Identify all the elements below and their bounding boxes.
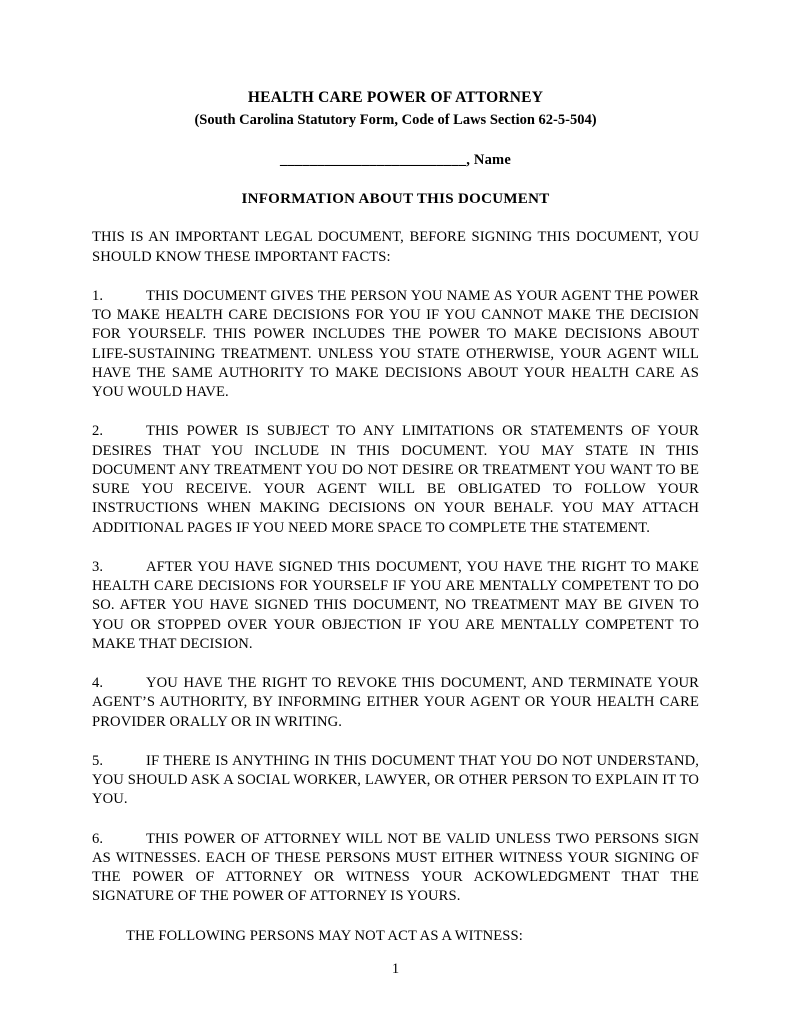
numbered-item-5 <box>92 752 699 810</box>
item-text-6: THIS POWER OF ATTORNEY WILL NOT BE VALID UNLESS TWO PERSONS SIGN AS WITNESSES. EACH OF THESE PERSONS MUST EITHER WITNESS YOUR SIGNING OF THE POWER OF ATTORNEY OR WITNESS YOUR ACKOWLEDGMENT THAT THE SIGNATURE OF THE POWER OF ATTORNEY IS YOURS. <box>92 830 699 905</box>
item-number-5: 5. <box>92 752 104 769</box>
numbered-item-2 <box>92 422 699 538</box>
name-signature-line: _________________________, Name <box>280 152 511 169</box>
item-text-3: AFTER YOU HAVE SIGNED THIS DOCUMENT, YOU HAVE THE RIGHT TO MAKE HEALTH CARE DECISIONS FOR YOURSELF IF YOU ARE MENTALLY COMPETENT TO DO SO. AFTER YOU HAVE SIGNED THIS DOCUMENT, NO TREATMENT MAY BE GIVEN TO YOU OR STOPPED OVER YOUR OBJECTION IF YOU ARE MENTALLY COMPETENT TO MAKE THAT DECISION. <box>92 558 699 652</box>
item-text-5: IF THERE IS ANYTHING IN THIS DOCUMENT THAT YOU DO NOT UNDERSTAND, YOU SHOULD ASK A SOCIAL WORKER, LAWYER, OR OTHER PERSON TO EXPLAIN IT TO YOU. <box>92 752 699 808</box>
title-block <box>92 88 699 130</box>
item-number-3: 3. <box>92 558 104 575</box>
item-text-1: THIS DOCUMENT GIVES THE PERSON YOU NAME AS YOUR AGENT THE POWER TO MAKE HEALTH CARE DECISIONS FOR YOU IF YOU CANNOT MAKE THE DECISION FOR YOURSELF. THIS POWER INCLUDES THE POWER TO MAKE DECISIONS ABOUT LIFE-SUSTAINING TREATMENT. UNLESS YOU STATE OTHERWISE, YOUR AGENT WILL HAVE THE SAME AUTHORITY TO MAKE DECISIONS ABOUT YOUR HEALTH CARE AS YOU WOULD HAVE. <box>92 287 699 401</box>
item-number-4: 4. <box>92 675 104 692</box>
page-subtitle: (South Carolina Statutory Form, Code of Laws Section 62-5-504) <box>194 111 597 128</box>
page-number: 1 <box>391 961 400 977</box>
item-number-2: 2. <box>92 423 104 440</box>
numbered-item-6 <box>92 830 699 907</box>
item-number-6: 6. <box>92 830 104 847</box>
numbered-item-1 <box>92 287 699 403</box>
item-number-1: 1. <box>92 287 104 304</box>
item-text-4: YOU HAVE THE RIGHT TO REVOKE THIS DOCUMENT, AND TERMINATE YOUR AGENT’S AUTHORITY, BY INFORMING EITHER YOUR AGENT OR YOUR HEALTH CARE PROVIDER ORALLY OR IN WRITING. <box>92 675 699 730</box>
closing-paragraph: THE FOLLOWING PERSONS MAY NOT ACT AS A WITNESS: <box>126 927 523 944</box>
intro-paragraph: THIS IS AN IMPORTANT LEGAL DOCUMENT, BEFORE SIGNING THIS DOCUMENT, YOU SHOULD KNOW THESE IMPORTANT FACTS: <box>92 229 699 265</box>
section-heading: INFORMATION ABOUT THIS DOCUMENT <box>241 191 550 208</box>
page-title: HEALTH CARE POWER OF ATTORNEY <box>247 89 544 106</box>
item-text-2: THIS POWER IS SUBJECT TO ANY LIMITATIONS OR STATEMENTS OF YOUR DESIRES THAT YOU INCLUDE IN THIS DOCUMENT. YOU MAY STATE IN THIS DOCUMENT ANY TREATMENT YOU DO NOT DESIRE OR TREATMENT YOU WANT TO BE SURE YOU RECEIVE. YOUR AGENT WILL BE OBLIGATED TO FOLLOW YOUR INSTRUCTIONS WHEN MAKING DECISIONS ON YOUR BEHALF. YOU MAY ATTACH ADDITIONAL PAGES IF YOU NEED MORE SPACE TO COMPLETE THE STATEMENT. <box>92 423 699 536</box>
numbered-item-4 <box>92 674 699 732</box>
numbered-item-3 <box>92 558 699 654</box>
